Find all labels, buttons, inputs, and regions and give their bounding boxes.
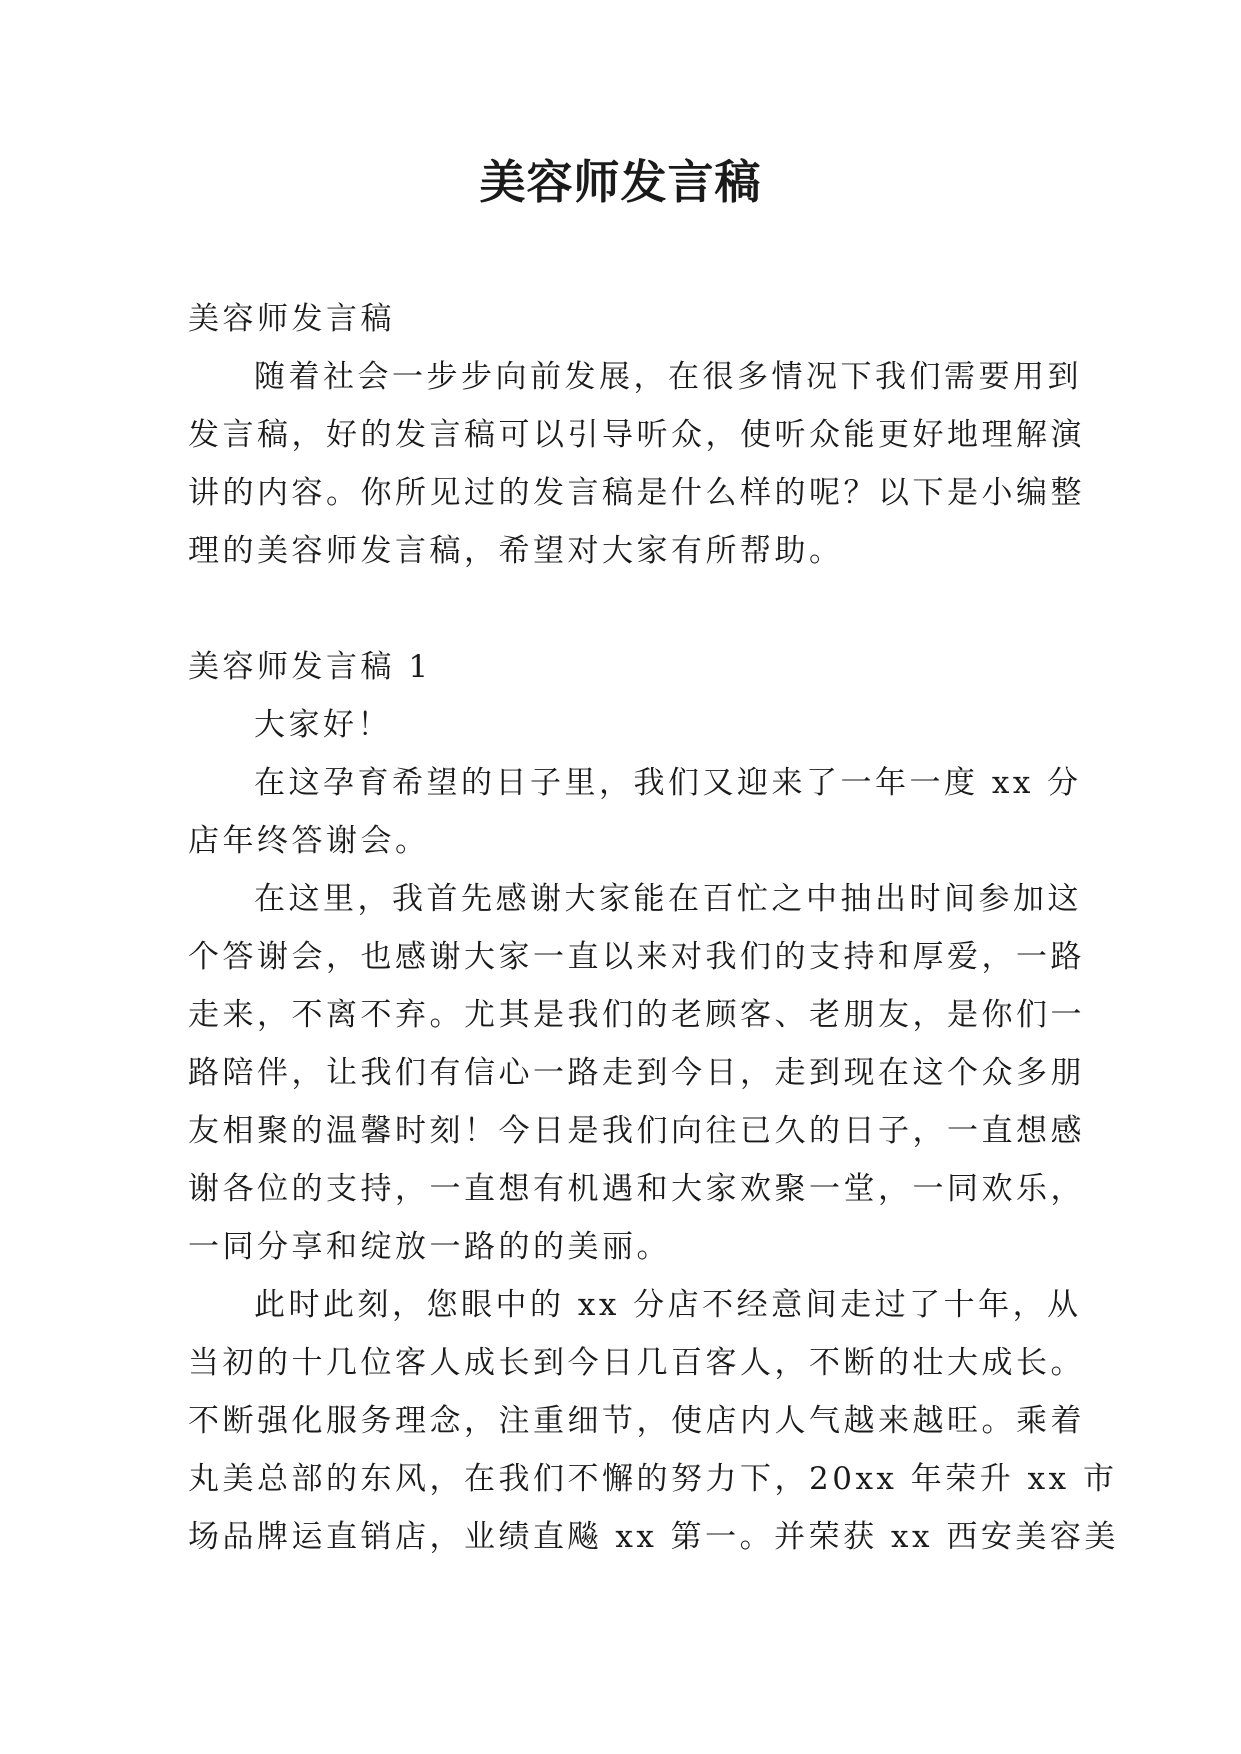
- paragraph-line: 发言稿，好的发言稿可以引导听众，使听众能更好地理解演: [188, 417, 1085, 453]
- paragraph-line: 此时此刻，您眼中的 xx 分店不经意间走过了十年，从: [254, 1287, 1082, 1323]
- paragraph-line: 场品牌运直销店，业绩直飚 xx 第一。并荣获 xx 西安美容美: [188, 1519, 1119, 1555]
- paragraph-line: 个答谢会，也感谢大家一直以来对我们的支持和厚爱，一路: [188, 939, 1085, 975]
- paragraph-line: 讲的内容。你所见过的发言稿是什么样的呢？以下是小编整: [188, 475, 1085, 511]
- paragraph-line: 理的美容师发言稿，希望对大家有所帮助。: [188, 533, 844, 569]
- paragraph-line: 随着社会一步步向前发展，在很多情况下我们需要用到: [254, 359, 1082, 395]
- paragraph-line: 丸美总部的东风，在我们不懈的努力下，20xx 年荣升 xx 市: [188, 1461, 1118, 1497]
- section-heading: 美容师发言稿: [188, 301, 395, 337]
- document-body: [188, 290, 1119, 1566]
- paragraph-line: 在这孕育希望的日子里，我们又迎来了一年一度 xx 分: [254, 765, 1082, 801]
- paragraph-line: 在这里，我首先感谢大家能在百忙之中抽出时间参加这: [254, 881, 1082, 917]
- greeting-line: 大家好！: [254, 707, 392, 743]
- paragraph-line: 一同分享和绽放一路的的美丽。: [188, 1229, 671, 1265]
- paragraph-line: 不断强化服务理念，注重细节，使店内人气越来越旺。乘着: [188, 1403, 1085, 1439]
- paragraph-line: 路陪伴，让我们有信心一路走到今日，走到现在这个众多朋: [188, 1055, 1085, 1091]
- paragraph-line: 友相聚的温馨时刻！今日是我们向往已久的日子，一直想感: [188, 1113, 1085, 1149]
- paragraph-line: 谢各位的支持，一直想有机遇和大家欢聚一堂，一同欢乐，: [188, 1171, 1085, 1207]
- paragraph-gap: [188, 580, 1064, 638]
- paragraph-line: 当初的十几位客人成长到今日几百客人，不断的壮大成长。: [188, 1345, 1085, 1381]
- paragraph-line: 走来，不离不弃。尤其是我们的老顾客、老朋友，是你们一: [188, 997, 1085, 1033]
- paragraph-line: 店年终答谢会。: [188, 823, 430, 859]
- section-heading: 美容师发言稿 1: [188, 649, 432, 685]
- document-title: 美容师发言稿: [479, 155, 762, 209]
